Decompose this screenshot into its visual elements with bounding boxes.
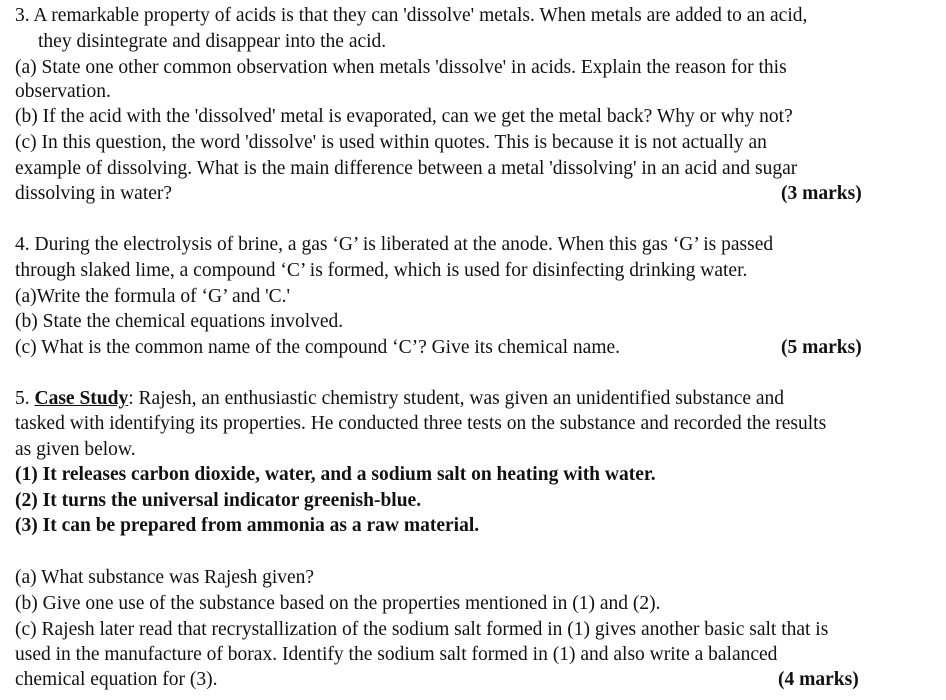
q5-intro-line-2: tasked with identifying its properties. He conducted three tests on the substance and recorded the results xyxy=(15,413,827,434)
q5-test-3: (3) It can be prepared from ammonia as a raw material. xyxy=(15,515,480,536)
q5-intro-rest: : Rajesh, an enthusiastic chemistry student, was given an unidentified substance and xyxy=(128,388,785,409)
q4-marks: (5 marks) xyxy=(781,337,862,358)
q5-intro-line-3: as given below. xyxy=(15,439,136,460)
q3-part-b-line-1: (b) If the acid with the 'dissolved' metal is evaporated, can we get the metal back? Why or why not? xyxy=(15,106,793,127)
q4-part-c-line-1: (c) What is the common name of the compound ‘C’? Give its chemical name. xyxy=(15,337,621,358)
q5-part-a-line-1: (a) What substance was Rajesh given? xyxy=(15,567,315,588)
q3-part-c-line-2: example of dissolving. What is the main difference between a metal 'dissolving' in an acid and sugar xyxy=(15,158,798,179)
q5-part-c-line-3: chemical equation for (3). xyxy=(15,669,218,690)
q5-marks: (4 marks) xyxy=(778,669,859,690)
q3-marks: (3 marks) xyxy=(781,183,862,204)
q3-intro-line-1: 3. A remarkable property of acids is that they can 'dissolve' metals. When metals are added to an acid, xyxy=(15,5,808,26)
q5-number: 5. xyxy=(15,388,35,409)
q5-test-2: (2) It turns the universal indicator greenish-blue. xyxy=(15,490,422,511)
q4-intro-line-1: 4. During the electrolysis of brine, a gas ‘G’ is liberated at the anode. When this gas ‘G’ is passed xyxy=(15,234,774,255)
q4-intro-line-2: through slaked lime, a compound ‘C’ is formed, which is used for disinfecting drinking water. xyxy=(15,260,748,281)
q5-part-b-line-1: (b) Give one use of the substance based on the properties mentioned in (1) and (2). xyxy=(15,593,661,614)
q5-intro-line-1 xyxy=(15,387,784,411)
case-study-label: Case Study xyxy=(34,388,129,409)
q5-part-c-line-2: used in the manufacture of borax. Identify the sodium salt formed in (1) and also write a balanced xyxy=(15,644,778,665)
q4-part-b-line-1: (b) State the chemical equations involved. xyxy=(15,311,344,332)
q3-intro-line-2: they disintegrate and disappear into the acid. xyxy=(38,31,387,52)
q3-part-c-line-3: dissolving in water? xyxy=(15,183,173,204)
q5-test-1: (1) It releases carbon dioxide, water, and a sodium salt on heating with water. xyxy=(15,464,656,485)
q5-part-c-line-1: (c) Rajesh later read that recrystallization of the sodium salt formed in (1) gives another basic salt that is xyxy=(15,619,829,640)
q3-part-a-line-2: observation. xyxy=(15,81,111,102)
q4-part-a-line-1: (a)Write the formula of ‘G’ and 'C.' xyxy=(15,286,290,307)
q3-part-c-line-1: (c) In this question, the word 'dissolve' is used within quotes. This is because it is not actually an xyxy=(15,132,767,153)
q3-part-a-line-1: (a) State one other common observation when metals 'dissolve' in acids. Explain the reason for this xyxy=(15,57,787,78)
